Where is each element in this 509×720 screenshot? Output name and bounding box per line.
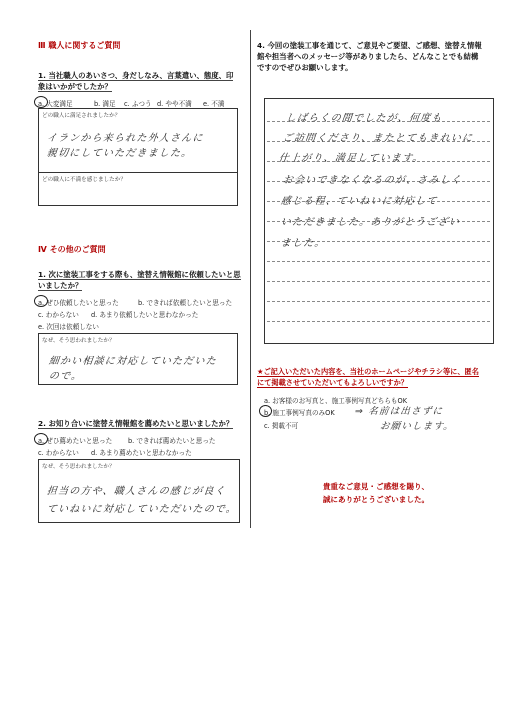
handwritten-message-line-1[interactable]: しばらくの間でしたが、何度も [285, 113, 444, 124]
section-3-title: Ⅲ 職人に関するご質問 [38, 41, 121, 50]
section-4-question-1 [38, 269, 243, 291]
reason-label: なぜ、そう思われましたか？ [42, 464, 115, 470]
option-e[interactable]: e. 次回は依頼しない [38, 323, 99, 331]
publish-option-c[interactable]: c. 掲載不可 [264, 422, 299, 430]
thanks-line-1: 貴重なご意見・ご感想を賜り、 [322, 482, 430, 491]
handwritten-message-line-6[interactable]: いただきました。ありがとうござい [280, 217, 461, 228]
publish-option-b[interactable]: b. 施工事例写真のみOK [264, 409, 335, 417]
writing-line [267, 321, 490, 322]
option-c[interactable]: c. わからない [38, 311, 79, 319]
section-4-question-4 [257, 40, 482, 73]
thanks-message [262, 480, 490, 506]
handwritten-reason-line-2[interactable]: ので。 [48, 371, 83, 382]
option-b[interactable]: b. できれば薦めたいと思った [128, 437, 216, 445]
question-text: 4. 今回の塗装工事を通じて、ご意見やご要望、ご感想、塗替え情報館や担当者へのメッセージ等がありましたら、どんなことでも結構ですのでぜひお願いします。 [257, 41, 482, 72]
good-staff-label: どの職人に満足されましたか？ [42, 113, 121, 119]
writing-line [267, 301, 490, 302]
handwritten-publish-note-line-2[interactable]: お願いします。 [379, 421, 455, 432]
handwritten-message-line-5[interactable]: 感じる程、ていねいに対応して [280, 196, 439, 207]
question-text: 2. お知り合いに塗替え情報館を薦めたいと思いましたか？ [38, 419, 234, 428]
publish-option-a[interactable]: a. お客様のお写真と、施工事例写真どちらもOK [264, 397, 408, 405]
staff-feedback-box [38, 108, 238, 206]
reason-box-2 [38, 459, 240, 523]
handwritten-message-line-3[interactable]: 仕上がり、満足しています。 [278, 153, 425, 164]
option-d[interactable]: d. やや不満 [157, 100, 192, 108]
option-d[interactable]: d. あまり依頼したいと思わなかった [91, 311, 199, 319]
reason-label: なぜ、そう思われましたか？ [42, 338, 115, 344]
reason-box-1 [38, 333, 238, 385]
section-3-question-1 [38, 70, 238, 92]
handwritten-message-line-4[interactable]: お会いできなくなるのが、さみしく [282, 175, 463, 186]
box-separator [39, 172, 237, 173]
handwritten-reason-line-1[interactable]: 細かい相談に対応していただいた [48, 356, 218, 367]
handwritten-publish-note-line-1[interactable]: ⇒ 名前は出さずに [354, 406, 444, 417]
handwritten-good-line-2[interactable]: 親切にしていただきました。 [46, 148, 193, 159]
thanks-line-2: 誠にありがとうございました。 [322, 495, 430, 504]
bad-staff-label: どの職人に不満を感じましたか？ [42, 177, 126, 183]
option-a[interactable]: a. ぜひ薦めたいと思った [38, 437, 113, 445]
question-text: 1. 当社職人のあいさつ、身だしなみ、言葉遣い、態度、印象はいかがでしたか？ [38, 71, 234, 91]
section-4-question-2 [38, 418, 243, 429]
option-c[interactable]: c. ふつう [124, 100, 152, 108]
handwritten-message-line-2[interactable]: ご訪問くださり、またとてもきれいに [282, 133, 474, 144]
writing-line [267, 281, 490, 282]
handwritten-reason-line-2[interactable]: ていねいに対応していただいたので。 [46, 504, 238, 515]
option-b[interactable]: b. 満足 [94, 100, 116, 108]
handwritten-good-line-1[interactable]: イランから来られた外人さんに [46, 133, 205, 144]
section-4-title: Ⅳ その他のご質問 [38, 245, 106, 254]
column-divider [250, 30, 251, 528]
writing-line [267, 261, 490, 262]
option-e[interactable]: e. 不満 [203, 100, 225, 108]
question-text: 1. 次に塗装工事をする際も、塗替え情報館に依頼したいと思いましたか？ [38, 270, 241, 290]
handwritten-message-line-7[interactable]: ました。 [280, 238, 327, 249]
option-b[interactable]: b. できれば依頼したいと思った [138, 299, 233, 307]
handwritten-reason-line-1[interactable]: 担当の方や、職人さんの感じが良く [46, 486, 227, 497]
option-a[interactable]: a. 大変満足 [38, 100, 73, 108]
option-d[interactable]: d. あまり薦めたいと思わなかった [91, 449, 192, 457]
option-c[interactable]: c. わからない [38, 449, 79, 457]
option-a[interactable]: a. ぜひ依頼したいと思った [38, 299, 119, 307]
publish-question: ★ご記入いただいた内容を、当社のホームページやチラシ等に、匿名にて掲載させていただいてもよろしいですか？ [257, 367, 479, 387]
